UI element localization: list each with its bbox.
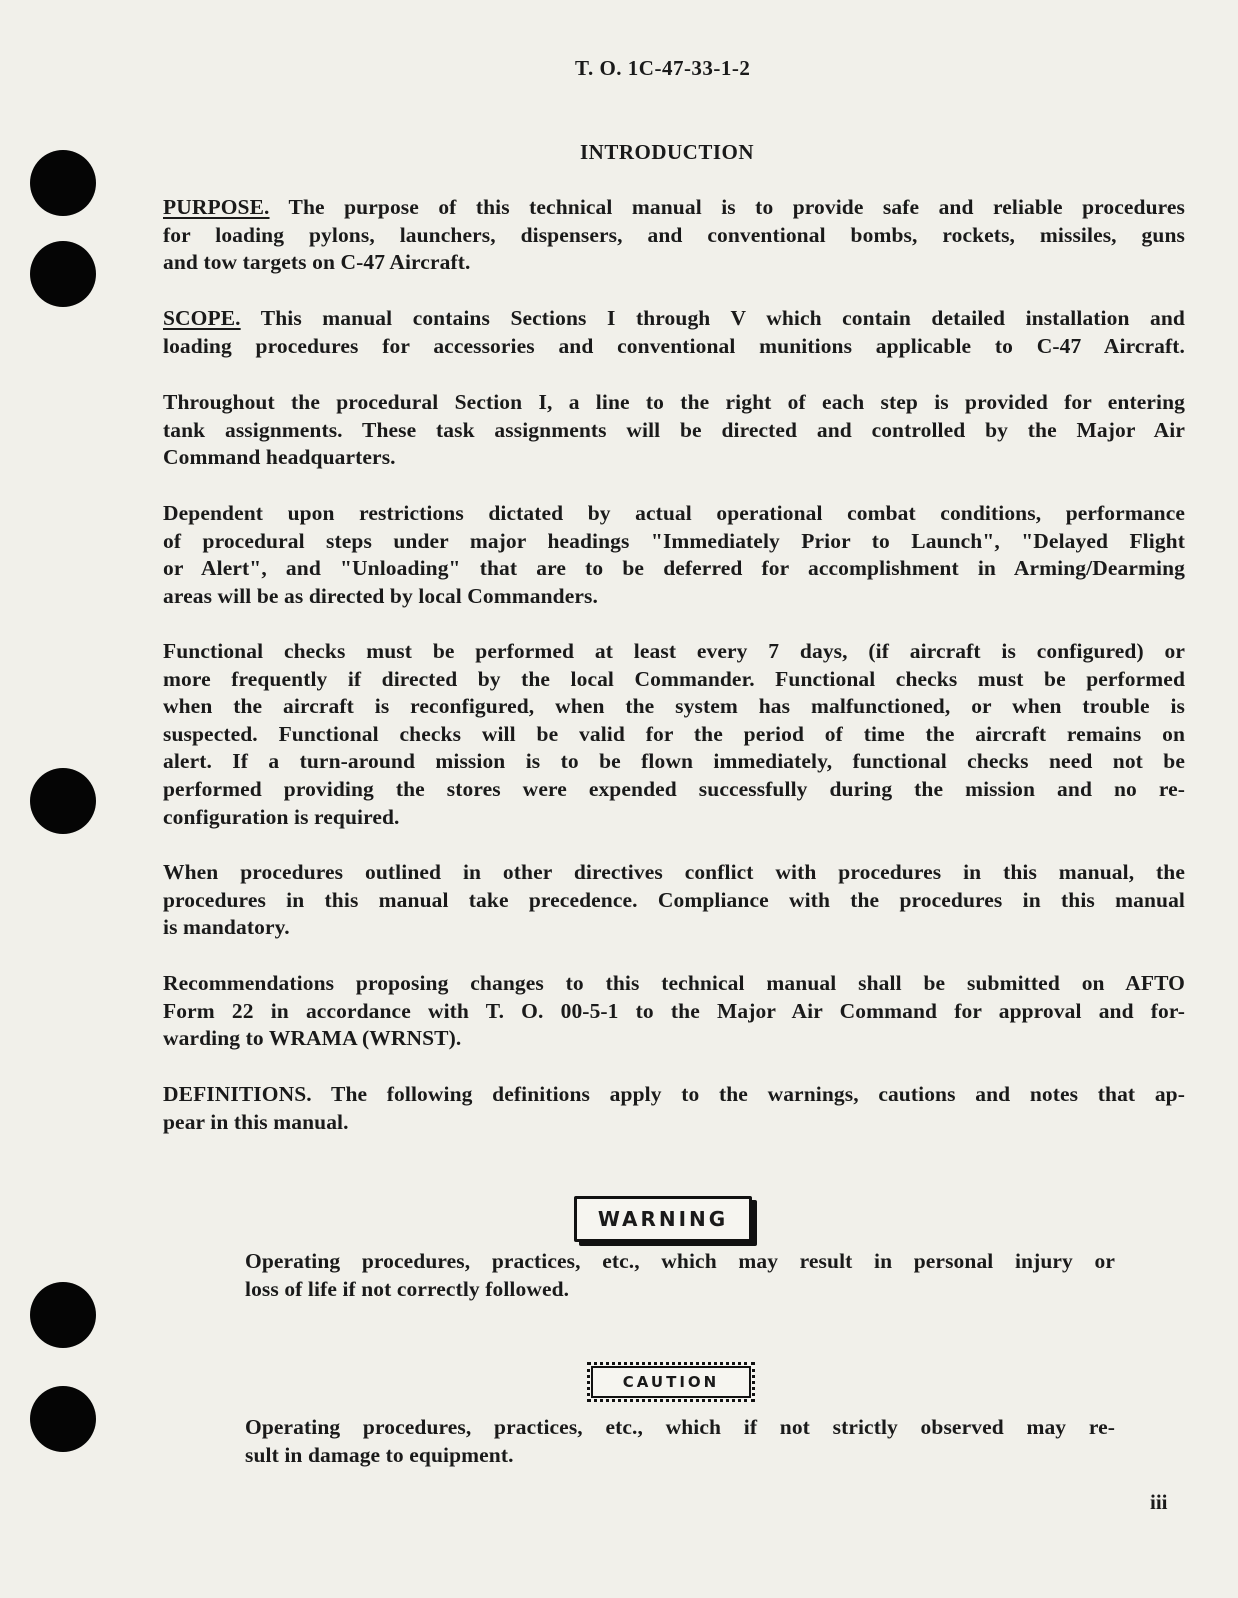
line: tank assignments. These task assignments will be directed and controlled by the Major Air	[163, 417, 1185, 442]
line: Form 22 in accordance with T. O. 00-5-1 to the Major Air Command for approval and for-	[163, 998, 1185, 1023]
body-paragraph	[163, 389, 1185, 472]
line: or Alert", and "Unloading" that are to be deferred for accomplishment in Arming/Dearming	[163, 556, 1185, 581]
line: alert. If a turn-around mission is to be flown immediately, functional checks need not be	[163, 749, 1185, 774]
body-paragraph	[163, 500, 1185, 610]
line: pear in this manual.	[163, 1109, 349, 1134]
line: Command headquarters.	[163, 445, 396, 470]
scope-paragraph	[163, 305, 1185, 360]
line: Operating procedures, practices, etc., which if not strictly observed may re-	[245, 1415, 1115, 1439]
line: Operating procedures, practices, etc., which may result in personal injury or	[245, 1249, 1115, 1273]
binder-hole	[30, 1282, 96, 1348]
binder-hole	[30, 768, 96, 834]
document-number: T. O. 1C-47-33-1-2	[575, 56, 751, 80]
line: DEFINITIONS. The following definitions apply to the warnings, cautions and notes that ap-	[163, 1082, 1185, 1106]
body-paragraph	[163, 1081, 1185, 1136]
page-number: iii	[1150, 1490, 1168, 1514]
body-paragraph	[163, 970, 1185, 1053]
warning-label: WARNING	[574, 1196, 752, 1242]
line: suspected. Functional checks will be valid for the period of time the aircraft remains on	[163, 721, 1185, 746]
line: more frequently if directed by the local Commander. Functional checks must be performed	[163, 666, 1185, 691]
scope-label: SCOPE.	[163, 306, 241, 330]
line: and tow targets on C-47 Aircraft.	[163, 250, 471, 275]
line: when the aircraft is reconfigured, when the system has malfunctioned, or when trouble is	[163, 694, 1185, 719]
body-paragraph	[163, 638, 1185, 831]
line: procedures in this manual take precedence. Compliance with the procedures in this manual	[163, 887, 1185, 912]
binder-hole	[30, 241, 96, 307]
binder-hole	[30, 1386, 96, 1452]
line: Throughout the procedural Section I, a line to the right of each step is provided for entering	[163, 390, 1185, 414]
line: for loading pylons, launchers, dispensers, and conventional bombs, rockets, missiles, guns	[163, 222, 1185, 247]
line: performed providing the stores were expended successfully during the mission and no re-	[163, 776, 1185, 801]
line: of procedural steps under major headings "Immediately Prior to Launch", "Delayed Flight	[163, 528, 1185, 553]
line: loading procedures for accessories and conventional munitions applicable to C-47 Aircraft.	[163, 333, 1185, 358]
line: This manual contains Sections I through V which contain detailed installation and	[240, 306, 1185, 330]
body-paragraph	[163, 859, 1185, 942]
line: loss of life if not correctly followed.	[245, 1276, 570, 1301]
purpose-paragraph	[163, 194, 1185, 277]
line: Recommendations proposing changes to this technical manual shall be submitted on AFTO	[163, 971, 1185, 995]
caution-label: CAUTION	[587, 1362, 755, 1402]
line: warding to WRAMA (WRNST).	[163, 1026, 462, 1051]
warning-definition	[245, 1248, 1115, 1303]
line: areas will be as directed by local Commanders.	[163, 583, 598, 608]
caution-definition	[245, 1414, 1115, 1469]
line: Functional checks must be performed at least every 7 days, (if aircraft is configured) or	[163, 639, 1185, 663]
page-title: INTRODUCTION	[580, 140, 755, 164]
binder-hole	[30, 150, 96, 216]
purpose-label: PURPOSE.	[163, 195, 270, 219]
line: configuration is required.	[163, 804, 400, 829]
line: sult in damage to equipment.	[245, 1442, 514, 1467]
line: When procedures outlined in other directives conflict with procedures in this manual, the	[163, 860, 1185, 884]
line: The purpose of this technical manual is to provide safe and reliable procedures	[269, 195, 1185, 219]
line: is mandatory.	[163, 915, 290, 940]
line: Dependent upon restrictions dictated by actual operational combat conditions, performance	[163, 501, 1185, 525]
